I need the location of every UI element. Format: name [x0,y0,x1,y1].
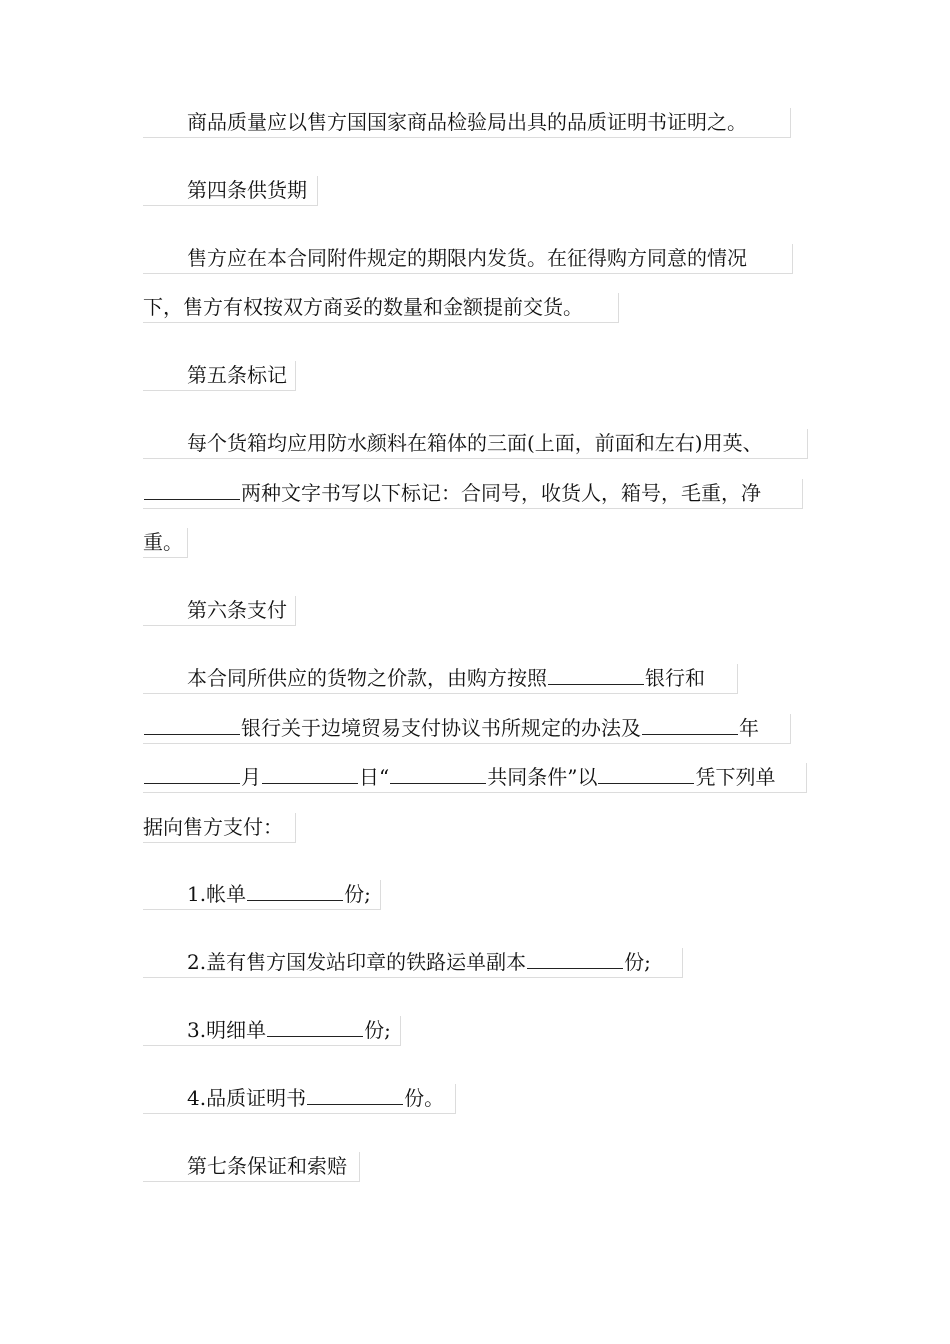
paragraph-marking-line-1 [143,429,808,459]
fill-in-blank[interactable] [144,479,240,500]
heading-text: 第五条标记 [187,363,287,387]
text-line: 据向售方支付： [143,815,283,839]
text-line: 商品质量应以售方国国家商品检验局出具的品质证明书证明之。 [187,110,747,134]
fill-in-blank-day[interactable] [262,763,358,784]
text-segment: 份; [364,1018,391,1042]
text-segment: 2.盖有售方国发站印章的铁路运单副本 [187,950,527,974]
text-line: 每个货箱均应用防水颜料在箱体的三面(上面，前面和左右)用英、 [187,431,763,455]
section-heading-article-5 [143,361,296,391]
text-segment: 份; [624,950,651,974]
text-segment: 份; [344,882,371,906]
list-item-detail-list [143,1016,401,1046]
paragraph-marking-line-3 [143,528,188,558]
fill-in-blank-conditions[interactable] [390,763,486,784]
fill-in-blank-copies[interactable] [527,948,623,969]
paragraph-delivery-line-1 [143,244,793,274]
heading-text: 第七条保证和索赔 [187,1154,347,1178]
text-segment: 日“ [359,765,390,789]
paragraph-payment-line-1 [143,664,738,694]
text-line: 售方应在本合同附件规定的期限内发货。在征得购方同意的情况 [187,246,747,270]
list-item-railway-waybill [143,948,683,978]
text-segment: 共同条件”以 [487,765,598,789]
paragraph-delivery-line-2 [143,293,619,323]
text-segment: 1.帐单 [187,882,247,906]
text-segment: 本合同所供应的货物之价款，由购方按照 [187,666,547,690]
heading-text: 第六条支付 [187,598,287,622]
section-heading-article-7 [143,1152,360,1182]
section-heading-article-4 [143,176,318,206]
fill-in-blank-copies[interactable] [267,1016,363,1037]
fill-in-blank-bank-2[interactable] [144,714,240,735]
text-segment: 4.品质证明书 [187,1086,307,1110]
fill-in-blank-copies[interactable] [307,1084,403,1105]
text-segment: 月 [241,765,261,789]
heading-text: 第四条供货期 [187,178,307,202]
fill-in-blank-copies[interactable] [247,880,343,901]
text-segment: 3.明细单 [187,1018,267,1042]
fill-in-blank-year[interactable] [642,714,738,735]
text-segment: 银行关于边境贸易支付协议书所规定的办法及 [241,716,641,740]
section-heading-article-6 [143,596,296,626]
text-segment: 银行和 [645,666,705,690]
fill-in-blank-basis[interactable] [598,763,694,784]
fill-in-blank-bank-1[interactable] [548,664,644,685]
text-line: 重。 [143,530,183,554]
paragraph-payment-line-2 [143,714,791,744]
text-line: 下，售方有权按双方商妥的数量和金额提前交货。 [143,295,583,319]
paragraph-payment-line-3 [143,763,807,793]
text-segment: 凭下列单 [695,765,776,789]
paragraph-quality-certificate [143,108,791,138]
list-item-quality-certificate [143,1084,456,1114]
paragraph-payment-line-4 [143,813,296,843]
list-item-invoice [143,880,381,910]
paragraph-marking-line-2 [143,479,803,509]
fill-in-blank-month[interactable] [144,763,240,784]
text-segment: 年 [739,716,759,740]
text-segment: 份。 [404,1086,445,1110]
text-segment: 两种文字书写以下标记：合同号，收货人，箱号，毛重，净 [241,481,761,505]
